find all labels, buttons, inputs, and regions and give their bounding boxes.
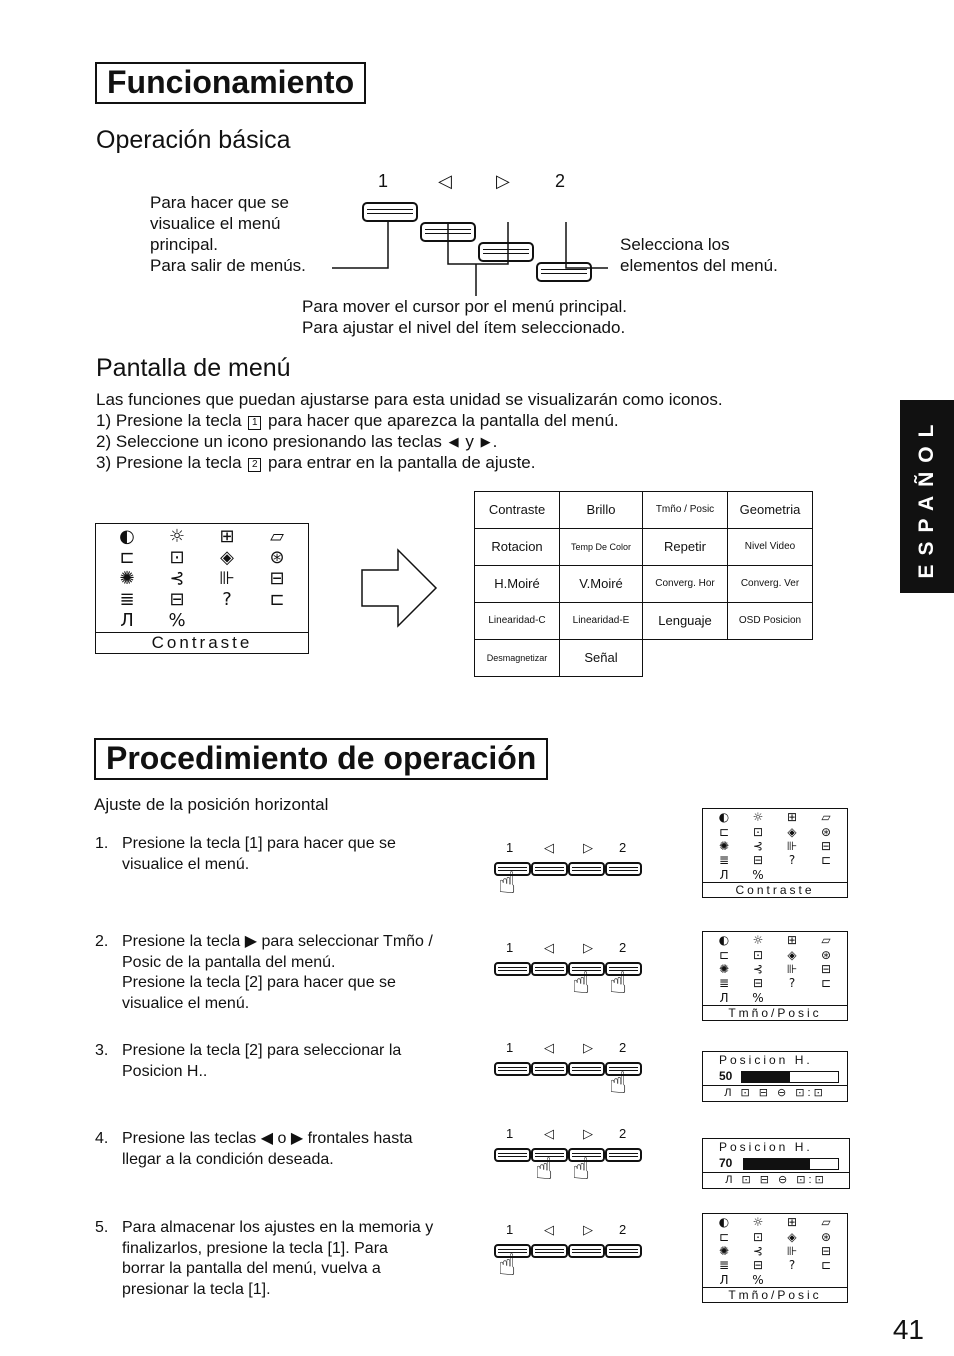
menu-option-icon: ⊏	[718, 947, 730, 962]
key-1-symbol: 1	[378, 171, 389, 191]
menu-option-icon: Л	[719, 867, 729, 882]
step-number: 1.	[95, 835, 109, 852]
pressing-hand-icon: ☝	[572, 1152, 591, 1187]
step-number: 5.	[95, 1219, 109, 1236]
menu-option-icon: ⊏	[269, 589, 285, 611]
menu-screen-caption: Contraste	[96, 632, 308, 653]
basic-left-line: Para salir de menús.	[150, 256, 306, 275]
menu-table-cell: Tmño / Posic	[643, 492, 728, 529]
menu-option-icon: ⊡	[752, 824, 764, 839]
step-key-diagram	[494, 940, 654, 1010]
menu-intro-step	[96, 452, 886, 473]
menu-option-icon: ▱	[821, 810, 831, 825]
menu-icon-grid	[102, 526, 302, 632]
step-key[interactable]	[568, 1062, 605, 1076]
menu-option-icon: ⊟	[820, 961, 832, 976]
step-number: 2)	[96, 432, 112, 451]
step-key-symbol: 1	[506, 840, 514, 855]
page-number: 41	[892, 1314, 924, 1345]
step-number: 4.	[95, 1130, 109, 1147]
menu-option-icon: ✺	[119, 567, 135, 589]
menu-option-icon: ☼	[168, 525, 186, 547]
menu-option-icon: ⊟	[752, 853, 764, 868]
menu-option-icon: ◐	[718, 1215, 730, 1230]
menu-icon-screen	[95, 523, 309, 654]
step5-screen-caption: Tmño/Posic	[703, 1287, 847, 1302]
basic-right-text	[620, 234, 778, 276]
menu-option-icon: ⊪	[219, 567, 235, 589]
menu-option-icon: ⊏	[718, 1229, 730, 1244]
key-2-symbol: 2	[555, 171, 566, 191]
menu-table-row	[475, 603, 813, 640]
menu-option-icon: ◈	[787, 1229, 797, 1244]
menu-option-icon: ⊏	[119, 546, 135, 568]
language-tab	[900, 400, 954, 593]
menu-option-icon: ◐	[718, 933, 730, 948]
step2-icon-grid	[707, 933, 843, 1005]
adjust-key-legend	[703, 1085, 847, 1102]
menu-function-table	[474, 491, 813, 677]
step-key[interactable]	[605, 862, 642, 876]
basic-key-diagram	[150, 168, 810, 343]
menu-option-icon: ☼	[752, 810, 764, 825]
menu-option-icon: ◐	[119, 525, 135, 547]
key-1-icon: 1	[248, 416, 261, 430]
basic-left-line: visualice el menú	[150, 214, 281, 233]
step-key-symbol: 2	[619, 1222, 627, 1237]
menu-option-icon: ≣	[119, 589, 135, 611]
menu-intro-step	[96, 410, 886, 431]
menu-table-empty-cell	[728, 640, 813, 677]
menu-option-icon: ▱	[821, 933, 831, 948]
menu-option-icon: ⊞	[219, 525, 235, 547]
menu-option-icon: ☼	[752, 933, 764, 948]
step-key[interactable]	[531, 862, 568, 876]
step-key-symbol: ▷	[583, 1040, 593, 1055]
step-line: Presione la tecla ▶ para seleccionar Tmño /	[122, 933, 433, 950]
step-key-symbol: 1	[506, 1126, 514, 1141]
step-line: Presione la tecla [1] para hacer que se	[122, 835, 396, 852]
step-key-symbol: ◁	[544, 1040, 554, 1055]
step-key-symbol: ▷	[583, 1126, 593, 1141]
step-key-symbol: 1	[506, 1040, 514, 1055]
menu-option-icon: Л	[120, 610, 134, 632]
menu-option-icon: ▱	[821, 1215, 831, 1230]
menu-option-icon: ≣	[718, 1258, 730, 1273]
menu-table-cell: Geometria	[728, 492, 813, 529]
step-key-symbol: 1	[506, 1222, 514, 1237]
step-text: Presione la tecla	[115, 411, 242, 430]
menu-option-icon: ⊛	[820, 947, 832, 962]
menu-option-icon: ⊏	[820, 853, 832, 868]
step1-icon-grid	[707, 810, 843, 882]
menu-option-icon: ⊛	[269, 546, 285, 568]
menu-option-icon: ⊪	[786, 961, 798, 976]
menu-option-icon: %	[752, 1272, 764, 1287]
menu-option-icon: ≣	[718, 976, 730, 991]
step-key-symbol: ◁	[544, 1222, 554, 1237]
procedure-step-2	[95, 932, 465, 1014]
menu-option-icon: ⊡	[752, 1229, 764, 1244]
subsection-basic-title: Operación básica	[96, 126, 291, 154]
step-key-symbol: 2	[619, 940, 627, 955]
menu-table-cell: OSD Posicion	[728, 603, 813, 640]
menu-option-icon: ⊰	[752, 1243, 764, 1258]
step-key-symbol: 2	[619, 840, 627, 855]
menu-option-icon: ⊰	[752, 838, 764, 853]
menu-table-cell: Converg. Hor	[643, 566, 728, 603]
step-line: visualice el menú.	[122, 994, 250, 1012]
menu-table-row	[475, 492, 813, 529]
menu-option-icon: ☼	[752, 1215, 764, 1230]
menu-option-icon: %	[752, 867, 764, 882]
menu-table-cell: Lenguaje	[643, 603, 728, 640]
step-key-symbol: ◁	[544, 940, 554, 955]
menu-table-cell: Desmagnetizar	[475, 640, 560, 677]
basic-left-line: principal.	[150, 235, 219, 254]
menu-table-cell: Temp De Color	[560, 529, 643, 566]
step-number: 1)	[96, 411, 112, 430]
step-key-symbol: 2	[619, 1126, 627, 1141]
menu-option-icon: ?	[222, 589, 232, 611]
basic-bottom-line: Para mover el cursor por el menú principal.	[302, 297, 628, 316]
pressing-hand-icon: ☝	[535, 1152, 554, 1187]
menu-table-cell: Converg. Ver	[728, 566, 813, 603]
pressing-hand-icon: ☝	[609, 966, 628, 1001]
menu-option-icon: ▱	[270, 525, 284, 547]
procedure-step-1	[95, 834, 465, 875]
procedure-step-3	[95, 1041, 465, 1082]
menu-option-icon: ⊏	[820, 1258, 832, 1273]
step-line: Presione las teclas ◀ o ▶ frontales hasta	[122, 1130, 413, 1147]
menu-option-icon: ⊟	[752, 1258, 764, 1273]
menu-option-icon: ◈	[787, 824, 797, 839]
step-line: presionar la tecla [1].	[122, 1280, 271, 1298]
menu-option-icon: ⊰	[169, 567, 185, 589]
menu-table-empty-cell	[643, 640, 728, 677]
key-legend-icons: Л ⊡ ⊟ ⊖ ⊡:⊡	[724, 1087, 826, 1099]
key-legend-icons: Л ⊡ ⊟ ⊖ ⊡:⊡	[725, 1174, 827, 1186]
language-label: ESPAÑOL	[915, 415, 938, 578]
pressing-hand-icon: ☝	[498, 866, 517, 901]
procedure-step-5	[95, 1218, 465, 1300]
left-key-icon: ◀	[448, 434, 459, 449]
menu-option-icon: ✺	[718, 961, 730, 976]
menu-intro-step	[96, 431, 886, 452]
step-number: 3)	[96, 453, 112, 472]
menu-option-icon: ✺	[718, 1243, 730, 1258]
step-key-diagram	[494, 1126, 654, 1196]
step-line: Posicion H..	[122, 1062, 208, 1080]
step3-adjust-screen	[702, 1051, 848, 1102]
step-line: Presione la tecla [2] para hacer que se	[122, 974, 396, 991]
step2-menu-screen	[702, 931, 848, 1021]
menu-option-icon: ≣	[718, 853, 730, 868]
step1-screen-caption: Contraste	[703, 882, 847, 897]
basic-left-text	[150, 192, 306, 276]
step-number: 2.	[95, 933, 109, 950]
subsection-menu-title: Pantalla de menú	[96, 354, 291, 382]
menu-option-icon: ⊟	[169, 589, 185, 611]
adjust-level-fill	[744, 1159, 810, 1169]
right-arrow-icon	[360, 548, 440, 628]
procedure-title: Procedimiento de operación	[94, 738, 548, 780]
adjust-level-fill	[742, 1072, 790, 1082]
menu-option-icon: ⊰	[752, 961, 764, 976]
pressing-hand-icon: ☝	[498, 1248, 517, 1283]
menu-table-cell: H.Moiré	[475, 566, 560, 603]
menu-option-icon: ?	[788, 853, 796, 868]
key-left-symbol: ◁	[438, 171, 452, 191]
adjust-value: 70	[719, 1156, 733, 1170]
step-line: Presione la tecla [2] para seleccionar la	[122, 1042, 402, 1059]
menu-option-icon: ⊞	[786, 810, 798, 825]
pressing-hand-icon: ☝	[572, 966, 591, 1001]
menu-option-icon: ⊡	[169, 546, 185, 568]
step1-menu-screen	[702, 808, 848, 898]
step2-screen-caption: Tmño/Posic	[703, 1005, 847, 1020]
right-key-icon: ▶	[480, 434, 491, 449]
procedure-heading: Ajuste de la posición horizontal	[94, 795, 329, 814]
step-text: y	[465, 432, 474, 451]
step-key-symbol: ◁	[544, 1126, 554, 1141]
step-key-symbol: ◁	[544, 840, 554, 855]
menu-option-icon: ⊟	[752, 976, 764, 991]
adjust-level-bar	[741, 1071, 839, 1083]
step-key[interactable]	[531, 1062, 568, 1076]
step-key-symbol: ▷	[583, 840, 593, 855]
step-line: Para almacenar los ajustes en la memoria y	[122, 1219, 434, 1236]
menu-table-row	[475, 529, 813, 566]
step-key[interactable]	[531, 962, 568, 976]
key-2-icon: 2	[248, 458, 261, 472]
menu-table-cell: Señal	[560, 640, 643, 677]
menu-option-icon: ⊛	[820, 824, 832, 839]
menu-option-icon: ?	[788, 976, 796, 991]
step-key-symbol: ▷	[583, 940, 593, 955]
menu-option-icon: %	[168, 610, 186, 632]
menu-option-icon: ◈	[220, 546, 234, 568]
step-key[interactable]	[531, 1244, 568, 1258]
step-line: borrar la pantalla del menú, vuelva a	[122, 1260, 381, 1277]
menu-table-row	[475, 640, 813, 677]
step-text: para entrar en la pantalla de ajuste.	[268, 453, 536, 472]
procedure-step-4	[95, 1129, 465, 1170]
menu-option-icon: ⊛	[820, 1229, 832, 1244]
step-key[interactable]	[494, 1148, 531, 1162]
basic-bottom-line: Para ajustar el nivel del ítem seleccionado.	[302, 318, 626, 337]
step-line: llegar a la condición deseada.	[122, 1150, 334, 1168]
adjust-value: 50	[719, 1069, 733, 1083]
step-line: Posic de la pantalla del menú.	[122, 953, 336, 971]
menu-table-cell: V.Moiré	[560, 566, 643, 603]
menu-intro-paragraph: Las funciones que puedan ajustarse para esta unidad se visualizarán como iconos.	[96, 390, 723, 409]
adjust-level-bar	[743, 1158, 839, 1170]
step5-menu-screen	[702, 1213, 848, 1303]
menu-option-icon: ⊏	[820, 976, 832, 991]
basic-bottom-text	[302, 296, 627, 338]
step-key-symbol: ▷	[583, 1222, 593, 1237]
menu-option-icon: ⊞	[786, 933, 798, 948]
step-key-diagram	[494, 840, 654, 910]
menu-option-icon: Л	[719, 1272, 729, 1287]
step-line: finalizarlos, presione la tecla [1]. Para	[122, 1239, 388, 1257]
step-text: .	[492, 432, 498, 451]
section-title: Funcionamiento	[95, 62, 366, 104]
menu-intro	[96, 389, 886, 473]
menu-option-icon: ⊟	[269, 567, 285, 589]
step5-icon-grid	[707, 1215, 843, 1287]
menu-option-icon: ⊟	[820, 838, 832, 853]
adjust-title: Posicion H.	[719, 1053, 813, 1067]
menu-table-cell: Repetir	[643, 529, 728, 566]
menu-option-icon: ⊟	[820, 1243, 832, 1258]
menu-table-cell: Brillo	[560, 492, 643, 529]
adjust-title: Posicion H.	[719, 1140, 813, 1154]
basic-right-line: elementos del menú.	[620, 256, 778, 275]
menu-option-icon: ◐	[718, 810, 730, 825]
menu-option-icon: ⊞	[786, 1215, 798, 1230]
menu-table-cell: Contraste	[475, 492, 560, 529]
key-right-symbol: ▷	[496, 171, 510, 191]
menu-option-icon: ?	[788, 1258, 796, 1273]
step-key[interactable]	[568, 1244, 605, 1258]
step-text: para hacer que aparezca la pantalla del menú.	[268, 411, 619, 430]
menu-option-icon: ✺	[718, 838, 730, 853]
step-key-symbol: 2	[619, 1040, 627, 1055]
step-key[interactable]	[494, 962, 531, 976]
step-key-diagram	[494, 1040, 654, 1110]
step-number: 3.	[95, 1042, 109, 1059]
menu-table-cell: Linearidad-C	[475, 603, 560, 640]
menu-option-icon: Л	[719, 990, 729, 1005]
menu-table-row	[475, 566, 813, 603]
adjust-key-legend	[703, 1172, 849, 1189]
step-key[interactable]	[494, 1062, 531, 1076]
step-line: visualice el menú.	[122, 855, 250, 873]
menu-table-cell: Rotacion	[475, 529, 560, 566]
step-key-diagram	[494, 1222, 654, 1292]
step-key[interactable]	[605, 1148, 642, 1162]
step4-adjust-screen	[702, 1138, 850, 1189]
menu-option-icon: %	[752, 990, 764, 1005]
basic-left-line: Para hacer que se	[150, 193, 289, 212]
step-key[interactable]	[605, 1244, 642, 1258]
step-text: Presione la tecla	[115, 453, 242, 472]
menu-table-cell: Linearidad-E	[560, 603, 643, 640]
pressing-hand-icon: ☝	[609, 1066, 628, 1101]
menu-option-icon: ◈	[787, 947, 797, 962]
menu-option-icon: ⊪	[786, 1243, 798, 1258]
step-text: Seleccione un icono presionando las teclas	[115, 432, 442, 451]
basic-right-line: Selecciona los	[620, 235, 730, 254]
menu-table-cell: Nivel Video	[728, 529, 813, 566]
menu-option-icon: ⊡	[752, 947, 764, 962]
menu-option-icon: ⊪	[786, 838, 798, 853]
step-key-symbol: 1	[506, 940, 514, 955]
menu-option-icon: ⊏	[718, 824, 730, 839]
step-key[interactable]	[568, 862, 605, 876]
